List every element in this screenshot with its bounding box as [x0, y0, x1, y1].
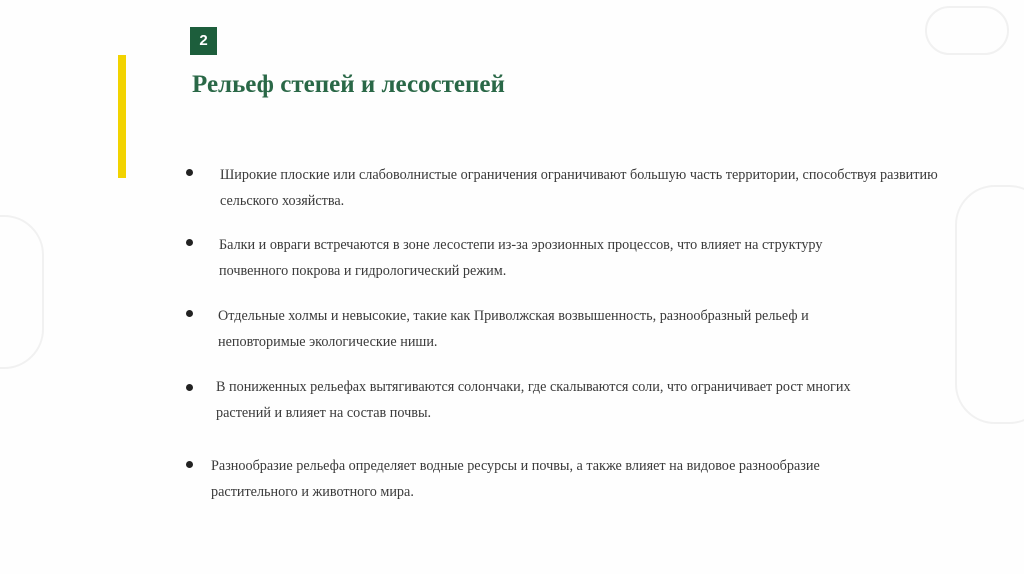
- slide-title: Рельеф степей и лесостепей: [192, 71, 505, 98]
- accent-bar: [118, 55, 126, 178]
- bullet-item: В пониженных рельефах вытягиваются солончаки, где скалываются соли, что ограничивает рост многих растений и влияет на состав почвы.: [216, 379, 851, 421]
- bullet-marker: [186, 239, 193, 246]
- decorative-shape: [925, 6, 1009, 55]
- bullet-item: Балки и овраги встречаются в зоне лесостепи из-за эрозионных процессов, что влияет на структуру почвенного покрова и гидрологический режим.: [219, 237, 823, 279]
- decorative-shape: [955, 185, 1024, 424]
- bullet-item: Широкие плоские или слабоволнистые ограничения ограничивают большую часть территории, способствуя развитию сельского хозяйства.: [220, 167, 938, 209]
- bullet-marker: [186, 310, 193, 317]
- decorative-shape: [0, 215, 44, 369]
- bullet-marker: [186, 169, 193, 176]
- bullet-marker: [186, 461, 193, 468]
- bullet-item: Отдельные холмы и невысокие, такие как Приволжская возвышенность, разнообразный рельеф и неповторимые экологические ниши.: [218, 308, 809, 350]
- bullet-item: Разнообразие рельефа определяет водные ресурсы и почвы, а также влияет на видовое разнообразие растительного и животного мира.: [211, 458, 820, 500]
- slide-number-badge: 2: [190, 27, 217, 55]
- bullet-marker: [186, 384, 193, 391]
